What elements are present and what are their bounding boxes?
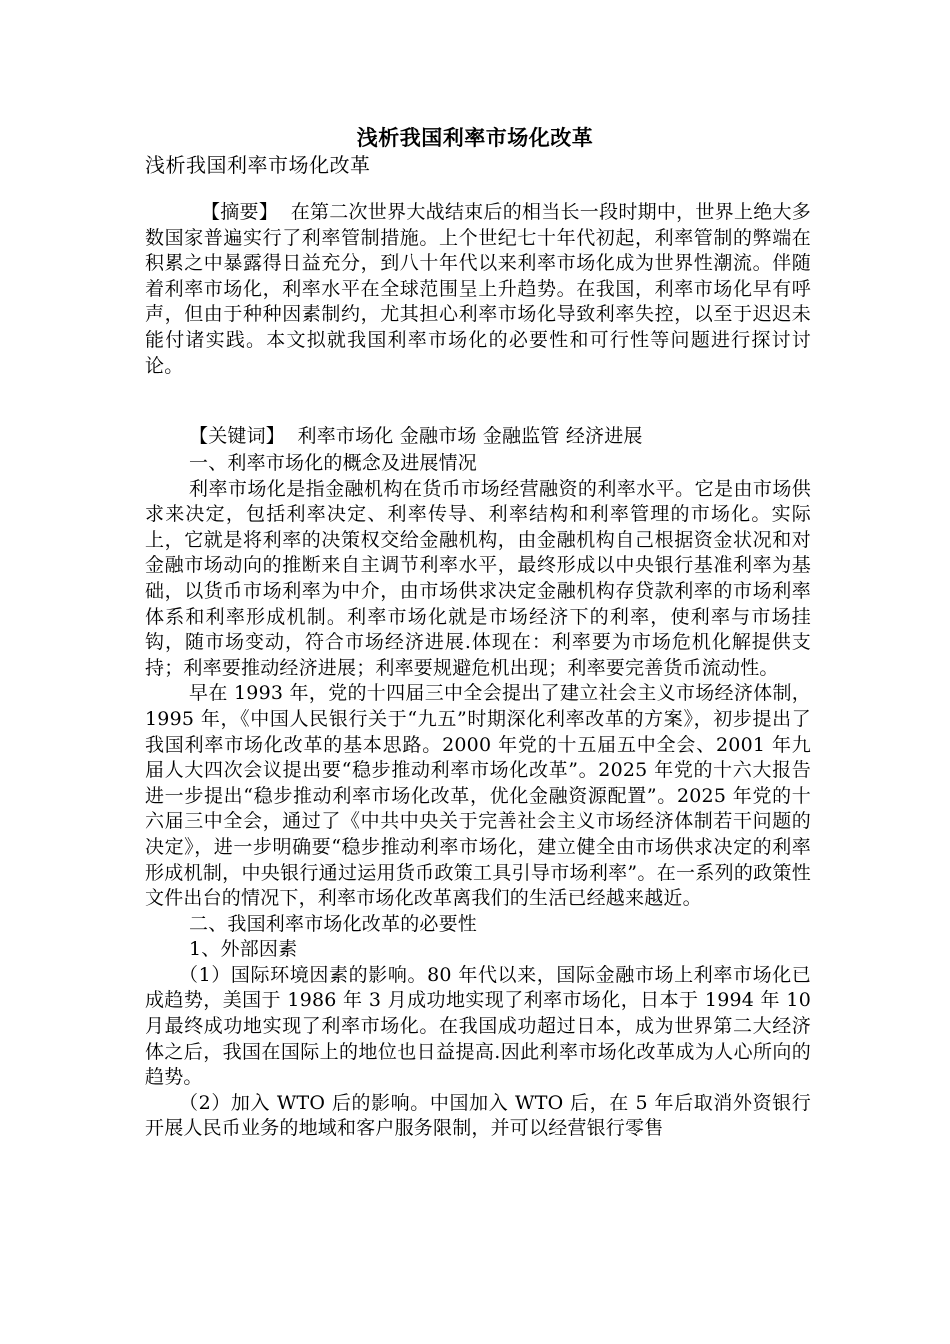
keywords-text: 利率市场化 金融市场 金融监管 经济进展 bbox=[297, 425, 643, 447]
section-heading: 一、利率市场化的概念及进展情况 bbox=[189, 452, 478, 474]
keywords-label: 【关键词】 bbox=[189, 425, 286, 447]
document-title: 浅析我国利率市场化改革 bbox=[356, 125, 594, 150]
body-paragraph: （2）加入 WTO 后的影响。中国加入 WTO 后，在 5 年后取消外资银行开展人民币业务的地域和客户服务限制，并可以经营银行零售 bbox=[145, 1091, 811, 1140]
document-subtitle: 浅析我国利率市场化改革 bbox=[145, 153, 371, 177]
body-paragraph: 利率市场化是指金融机构在货币市场经营融资的利率水平。它是由市场供求来决定，包括利率决定、利率传导、利率结构和利率管理的市场化。实际上，它就是将利率的决策权交给金融机构，由金融机构自己根据资金状况和对金融市场动向的推断来自主调节利率水平，最终形成以中央银行基准利率为基础，以货币市场利率为中介，由市场供求决定金融机构存贷款利率的市场利率体系和利率形成机制。利率市场化就是市场经济下的利率，使利率与市场挂钩，随市场变动，符合市场经济进展.体现在：利率要为市场危机化解提供支持；利率要推动经济进展；利率要规避危机出现；利率要完善货币流动性。 bbox=[145, 477, 811, 679]
subsection-heading: 1、外部因素 bbox=[189, 938, 298, 961]
body-text bbox=[145, 451, 811, 1142]
keywords-paragraph bbox=[145, 424, 811, 450]
abstract-text: 在第二次世界大战结束后的相当长一段时期中，世界上绝大多数国家普遍实行了利率管制措施。上个世纪七十年代初起，利率管制的弊端在积累之中暴露得日益充分，到八十年代以来利率市场化成为世界性潮流。伴随着利率市场化，利率水平在全球范围呈上升趋势。在我国，利率市场化早有呼声，但由于种种因素制约，尤其担心利率市场化导致利率失控，以至于迟迟未能付诸实践。本文拟就我国利率市场化的必要性和可行性等问题进行探讨讨论。 bbox=[145, 201, 811, 377]
section-heading: 二、我国利率市场化改革的必要性 bbox=[189, 912, 478, 935]
abstract-label: 【摘要】 bbox=[201, 201, 279, 223]
abstract-paragraph bbox=[145, 200, 811, 379]
body-paragraph: 早在 1993 年，党的十四届三中全会提出了建立社会主义市场经济体制，1995 年，《中国人民银行关于“九五”时期深化利率改革的方案》，初步提出了我国利率市场化改革的基本思路。2000 年党的十五届五中全会、2001 年九届人大四次会议提出要“稳步推动利率市场化改革”。2025 年党的十六大报告进一步提出“稳步推动利率市场化改革，优化金融资源配置”。2025 年党的十六届三中全会，通过了《中共中央关于完善社会主义市场经济体制若干问题的决定》，进一步明确要“稳步推动利率市场化，建立健全由市场供求决定的利率形成机制，中央银行通过运用货币政策工具引导市场利率”。在一系列的政策性文件出台的情况下，利率市场化改革离我们的生活已经越来越近。 bbox=[145, 682, 811, 910]
body-paragraph: （1）国际环境因素的影响。80 年代以来，国际金融市场上利率市场化已成趋势，美国于 1986 年 3 月成功地实现了利率市场化，日本于 1994 年 10 月最终成功地实现了利率市场化。在我国成功超过日本，成为世界第二大经济体之后，我国在国际上的地位也日益提高.因此利率市场化改革成为人心所向的趋势。 bbox=[145, 963, 811, 1089]
